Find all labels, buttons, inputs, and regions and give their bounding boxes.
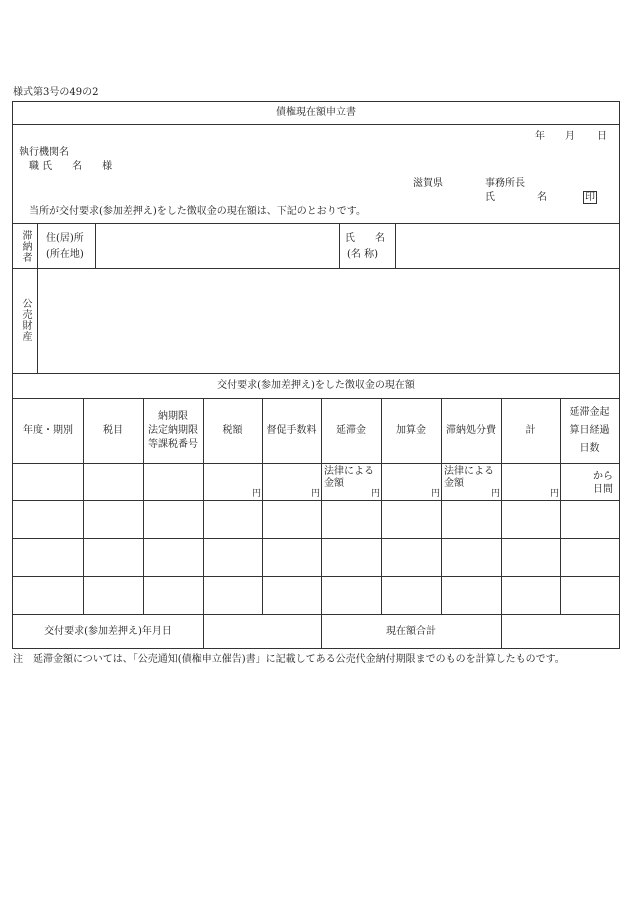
name-label: 氏 名: [345, 233, 385, 244]
header-deadline-3: 等課税番号: [148, 439, 198, 450]
divider: [339, 223, 340, 268]
seal-box: 印: [585, 192, 595, 203]
days-from-label: から: [593, 471, 613, 482]
divider: [13, 576, 619, 577]
yen-total: 円: [550, 489, 560, 499]
form-number: 様式第3号の49の2: [13, 87, 99, 98]
header-days-3: 日数: [579, 443, 600, 454]
header-deadline-1: 納期限: [158, 411, 188, 422]
intro-text: 当所が交付要求(参加差押え)をした徴収金の現在額は、下記のとおりです。: [29, 206, 367, 217]
name-sublabel: (名 称): [347, 249, 378, 260]
header-total: 計: [525, 425, 536, 436]
divider: [37, 223, 38, 373]
agency-name-label: 執行機関名: [19, 147, 69, 158]
yen-late-fee: 円: [371, 489, 381, 499]
header-disposal-cost: 滞納処分費: [446, 425, 496, 436]
amount-table-title: 交付要求(参加差押え)をした徴収金の現在額: [217, 380, 415, 391]
yen-tax-amount: 円: [252, 489, 262, 499]
disposal-law-label-1: 法律による: [444, 466, 494, 477]
late-fee-law-label-1: 法律による: [324, 466, 374, 477]
divider: [13, 223, 619, 224]
address-label: 住(居)所: [46, 233, 84, 244]
delinquent-heading: 滞納者: [20, 230, 31, 263]
form-table: [12, 101, 620, 649]
divider: [395, 223, 396, 268]
date-day: 日: [597, 131, 607, 142]
divider: [13, 268, 619, 269]
sender-name-label-2: 名: [537, 192, 547, 203]
sender-office: 事務所長: [485, 178, 525, 189]
sender-prefecture: 滋賀県: [413, 178, 443, 189]
header-days-1: 延滞金起: [569, 407, 610, 418]
header-late-fee: 延滞金: [336, 425, 366, 436]
yen-disposal-cost: 円: [491, 489, 501, 499]
late-fee-law-label-2: 金額: [324, 478, 344, 489]
form-title: 債権現在額申立書: [276, 107, 356, 118]
divider: [13, 614, 619, 615]
divider: [95, 223, 96, 268]
date-year: 年: [535, 131, 545, 142]
divider: [13, 500, 619, 501]
divider: [13, 124, 619, 125]
disposal-law-label-2: 金額: [444, 478, 464, 489]
footnote: 注 延滞金額については、「公売通知(債権申立催告)書」に記載してある公売代金納付期限までのものを計算したものです。: [13, 654, 565, 665]
yen-demand-fee: 円: [311, 489, 321, 499]
yen-additional-tax: 円: [431, 489, 441, 499]
header-demand-fee: 督促手数料: [266, 425, 317, 436]
divider: [13, 398, 619, 399]
days-count-label: 日間: [593, 484, 613, 495]
request-date-label: 交付要求(参加差押え)年月日: [44, 626, 172, 637]
header-tax: 税目: [103, 425, 123, 436]
sender-name-label-1: 氏: [485, 192, 495, 203]
addressee-label: 職 氏 名 様: [29, 161, 113, 172]
header-year: 年度・期別: [23, 425, 73, 436]
header-additional-tax: 加算金: [396, 425, 426, 436]
divider: [13, 538, 619, 539]
address-sublabel: (所在地): [46, 249, 84, 260]
divider: [13, 463, 619, 464]
header-deadline-2: 法定納期限: [148, 425, 198, 436]
header-tax-amount: 税額: [222, 425, 243, 436]
divider: [13, 373, 619, 374]
date-month: 月: [565, 131, 575, 142]
public-property-heading: 公売財産: [20, 298, 31, 342]
total-amount-label: 現在額合計: [386, 626, 436, 637]
header-days-2: 算日経過: [569, 425, 610, 436]
